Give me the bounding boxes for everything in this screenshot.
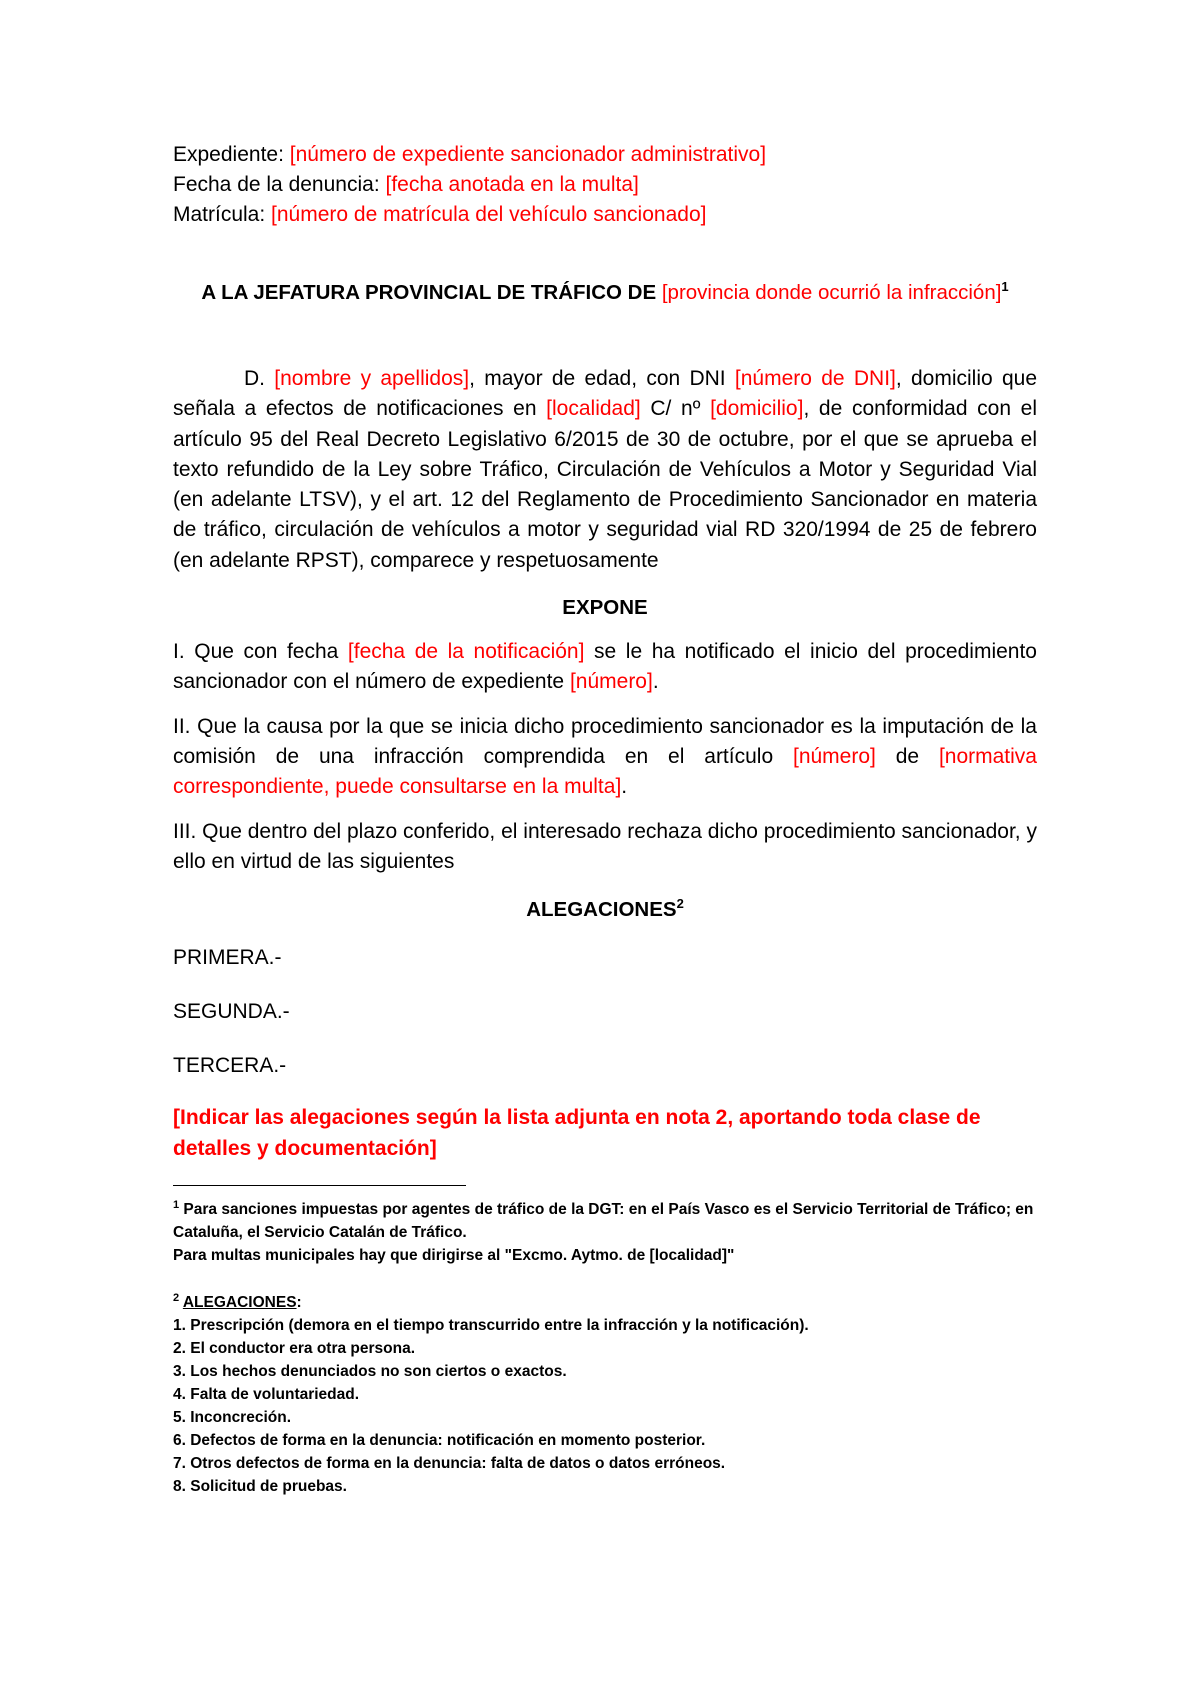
expone-item-ii: [173, 712, 1037, 803]
item-text: de: [875, 744, 939, 768]
title-placeholder: [provincia donde ocurrió la infracción]: [661, 281, 1002, 304]
footnote-2: [173, 1291, 1037, 1498]
numero-articulo-placeholder: [número]: [792, 744, 876, 768]
expone-item-iii: III. Que dentro del plazo conferido, el interesado rechaza dicho procedimiento sancionador, y ello en virtud de las siguientes: [173, 819, 1037, 873]
fecha-denuncia-label: Fecha de la denuncia:: [173, 173, 386, 196]
expediente-value: [número de expediente sancionador administrativo]: [289, 143, 767, 166]
intro-text: , de conformidad con el artículo 95 del Real Decreto Legislativo 6/2015 de 30 de octubre, por el que se aprueba el texto refundido de la Ley sobre Tráfico, Circulación de Vehículos a Motor y Seguridad Vial (en adelante LTSV), y el art. 12 del Reglamento de Procedimiento Sancionador en materia de tráfico, circulación de vehículos a motor y seguridad vial RD 320/1994 de 25 de febrero (en adelante RPST), comparece y respetuosamente: [173, 397, 1038, 572]
alegaciones-heading-text: ALEGACIONES: [526, 898, 677, 922]
title-text: A LA JEFATURA PROVINCIAL DE TRÁFICO DE: [201, 281, 662, 304]
intro-paragraph: [173, 364, 1037, 576]
footnote-2-item: 5. Inconcreción.: [173, 1409, 292, 1427]
expone-heading: EXPONE: [562, 596, 648, 620]
footnote-2-item: 3. Los hechos denunciados no son ciertos o exactos.: [173, 1363, 567, 1381]
expediente-label: Expediente:: [173, 143, 290, 166]
matricula-value: [número de matrícula del vehículo sancionado]: [271, 203, 707, 226]
matricula-label: Matrícula:: [173, 203, 272, 226]
matricula-line: [173, 200, 1037, 230]
footnote-1-number: 1: [173, 1199, 180, 1211]
intro-text: C/ nº: [640, 397, 711, 421]
footnote-1-text: Para sanciones impuestas por agentes de tráfico de la DGT: en el País Vasco es el Servicio Territorial de Tráfico; en Cataluña, el Servicio Catalán de Tráfico.: [173, 1201, 1034, 1242]
document-content: [173, 140, 1037, 1498]
item-text: se le ha notificado el inicio del procedimiento sancionador con el número de expediente: [173, 640, 1037, 694]
item-text: I. Que con fecha: [173, 640, 348, 664]
item-text: .: [621, 775, 628, 799]
fecha-denuncia-line: [173, 170, 1037, 200]
nombre-placeholder: [nombre y apellidos]: [274, 367, 470, 390]
intro-text: D.: [244, 367, 275, 390]
expone-item-i: [173, 637, 1037, 698]
footnote-ref-2: 2: [676, 896, 684, 912]
footnote-2-item: 2. El conductor era otra persona.: [173, 1340, 416, 1358]
footnote-2-item: 6. Defectos de forma en la denuncia: notificación en momento posterior.: [173, 1432, 706, 1450]
alegacion-segunda: SEGUNDA.-: [173, 1000, 290, 1024]
header-block: [173, 140, 1037, 230]
footnote-2-item: 4. Falta de voluntariedad.: [173, 1386, 360, 1404]
numero-expediente-placeholder: [número]: [569, 670, 653, 694]
normativa-placeholder: [normativa correspondiente, puede consultarse en la multa]: [173, 744, 1037, 799]
fecha-notificacion-placeholder: [fecha de la notificación]: [347, 640, 585, 664]
intro-text: , mayor de edad, con DNI: [469, 367, 735, 390]
intro-text: , domicilio que señala a efectos de notificaciones en: [173, 367, 1037, 421]
alegacion-primera: PRIMERA.-: [173, 946, 282, 970]
domicilio-placeholder: [domicilio]: [710, 397, 804, 421]
footnote-1: [173, 1198, 1037, 1267]
footnote-2-number: 2: [173, 1292, 180, 1304]
footnote-1-line-2: Para multas municipales hay que dirigirse al "Excmo. Aytmo. de [localidad]": [173, 1247, 735, 1265]
fecha-denuncia-value: [fecha anotada en la multa]: [385, 173, 639, 196]
alegaciones-instruction: [Indicar las alegaciones según la lista adjunta en nota 2, aportando toda clase de detalles y documentación]: [173, 1106, 981, 1160]
dni-placeholder: [número de DNI]: [734, 367, 896, 390]
footnote-2-heading: [173, 1291, 1037, 1314]
footnote-1-line-1: [173, 1198, 1037, 1244]
footnote-2-item: 8. Solicitud de pruebas.: [173, 1478, 347, 1496]
footnote-ref-1: 1: [1001, 279, 1009, 295]
alegacion-tercera: TERCERA.-: [173, 1054, 287, 1078]
alegaciones-heading: [173, 895, 1037, 925]
document-title: [173, 278, 1037, 308]
localidad-placeholder: [localidad]: [546, 397, 641, 421]
item-text: .: [652, 670, 659, 694]
footnote-2-item: 1. Prescripción (demora en el tiempo transcurrido entre la infracción y la notificación).: [173, 1317, 809, 1335]
expediente-line: [173, 140, 1037, 170]
footnote-2-item: 7. Otros defectos de forma en la denuncia: falta de datos o datos erróneos.: [173, 1455, 726, 1473]
item-text: II. Que la causa por la que se inicia dicho procedimiento sancionador es la imputación de la comisión de una infracción comprendida en el artículo: [173, 714, 1037, 768]
footnote-2-heading-text: ALEGACIONES: [182, 1294, 297, 1312]
footnote-separator: [173, 1185, 466, 1186]
footnote-2-colon: :: [296, 1294, 302, 1312]
